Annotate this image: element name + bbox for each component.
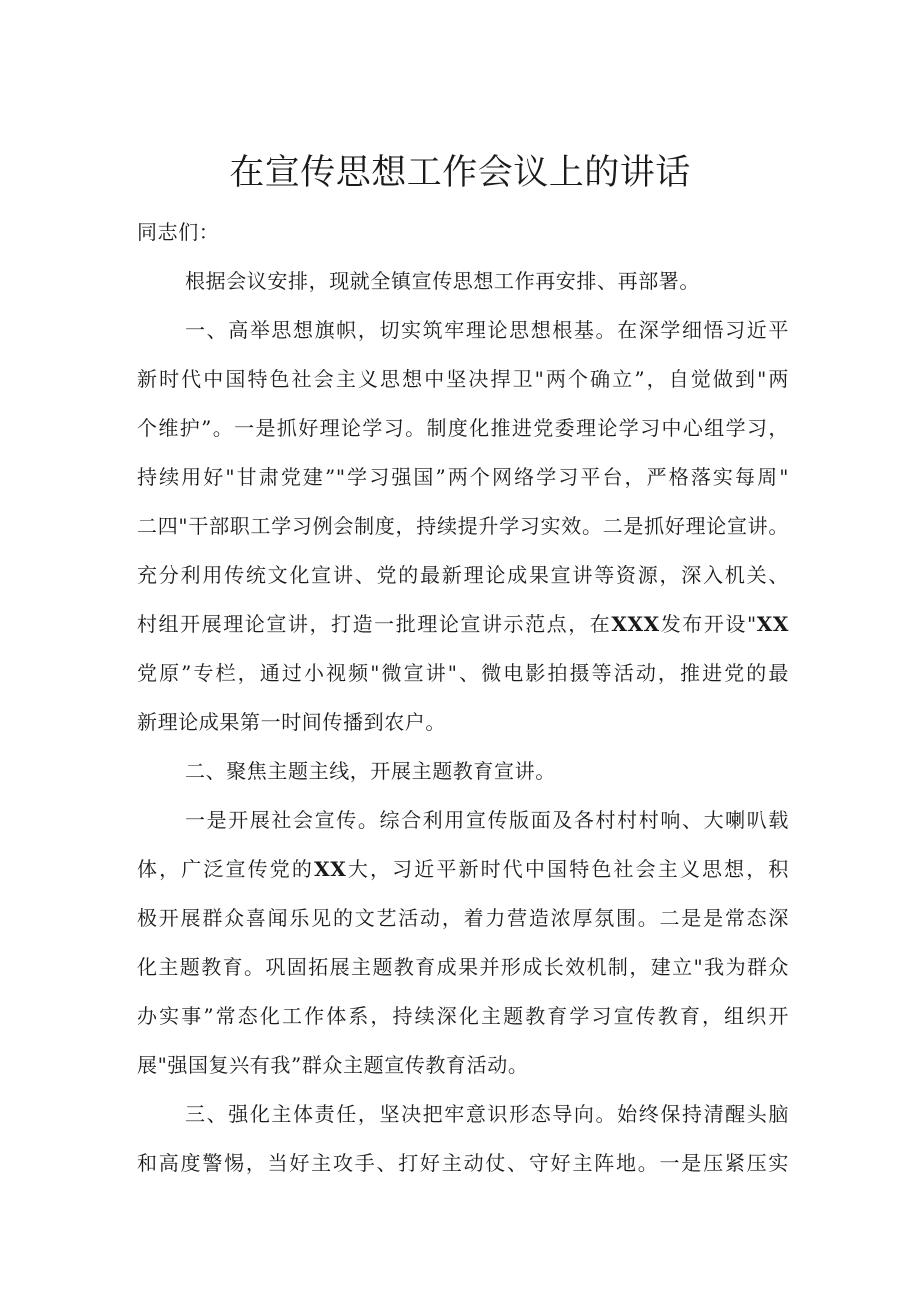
text-line: 办实事”常态化工作体系，持续深化主题教育学习宣传教育，组织开	[137, 1004, 789, 1028]
text-line: 新理论成果第一时间传播到农户。	[137, 710, 446, 734]
text-line: 新时代中国特色社会主义思想中坚决捍卫"两个确立”，自觉做到"两	[137, 367, 789, 391]
text-line: 充分利用传统文化宣讲、党的最新理论成果宣讲等资源，深入机关、	[137, 563, 789, 587]
text-line: 村组开展理论宣讲，打造一批理论宣讲示范点，在XXX发布开设"XX	[137, 612, 789, 636]
text-line: 三、强化主体责任，坚决把牢意识形态导向。始终保持清醒头脑	[185, 1102, 789, 1126]
text-line: 二、聚焦主题主线，开展主题教育宣讲。	[185, 759, 556, 783]
paragraph-section-1	[137, 306, 789, 747]
text-line: 展"强国复兴有我”群众主题宣传教育活动。	[137, 1053, 529, 1077]
text-line: 和高度警惕，当好主攻手、打好主动仗、守好主阵地。一是压紧压实	[137, 1151, 789, 1175]
text-line: 个维护”。一是抓好理论学习。制度化推进党委理论学习中心组学习，	[137, 416, 789, 440]
document-title: 在宣传思想工作会议上的讲话	[229, 153, 691, 193]
text-line: 党原”专栏，通过小视频"微宣讲"、微电影拍摄等活动，推进党的最	[137, 661, 789, 685]
salutation: 同志们：	[137, 220, 220, 244]
text-line: 持续用好"甘肃党建”"学习强国”两个网络学习平台，严格落实每周"	[137, 465, 789, 489]
text-line: 极开展群众喜闻乐见的文艺活动，着力营造浓厚氛围。二是是常态深	[137, 906, 789, 930]
text-line: 一是开展社会宣传。综合利用宣传版面及各村村村响、大喇叭载	[185, 808, 789, 832]
paragraph-section-3	[137, 1090, 789, 1188]
paragraph-section-2	[137, 747, 789, 796]
text-line: 化主题教育。巩固拓展主题教育成果并形成长效机制，建立"我为群众	[137, 955, 789, 979]
paragraph-intro	[137, 257, 789, 306]
paragraph-section-2-detail	[137, 796, 789, 1090]
text-line: 一、高举思想旗帜，切实筑牢理论思想根基。在深学细悟习近平	[185, 318, 789, 342]
document-body	[137, 208, 789, 1188]
text-line: 二四"干部职工学习例会制度，持续提升学习实效。二是抓好理论宣讲。	[137, 514, 789, 538]
text-line: 体，广泛宣传党的XX大，习近平新时代中国特色社会主义思想，积	[137, 857, 789, 881]
text-line: 根据会议安排，现就全镇宣传思想工作再安排、再部署。	[185, 269, 700, 293]
